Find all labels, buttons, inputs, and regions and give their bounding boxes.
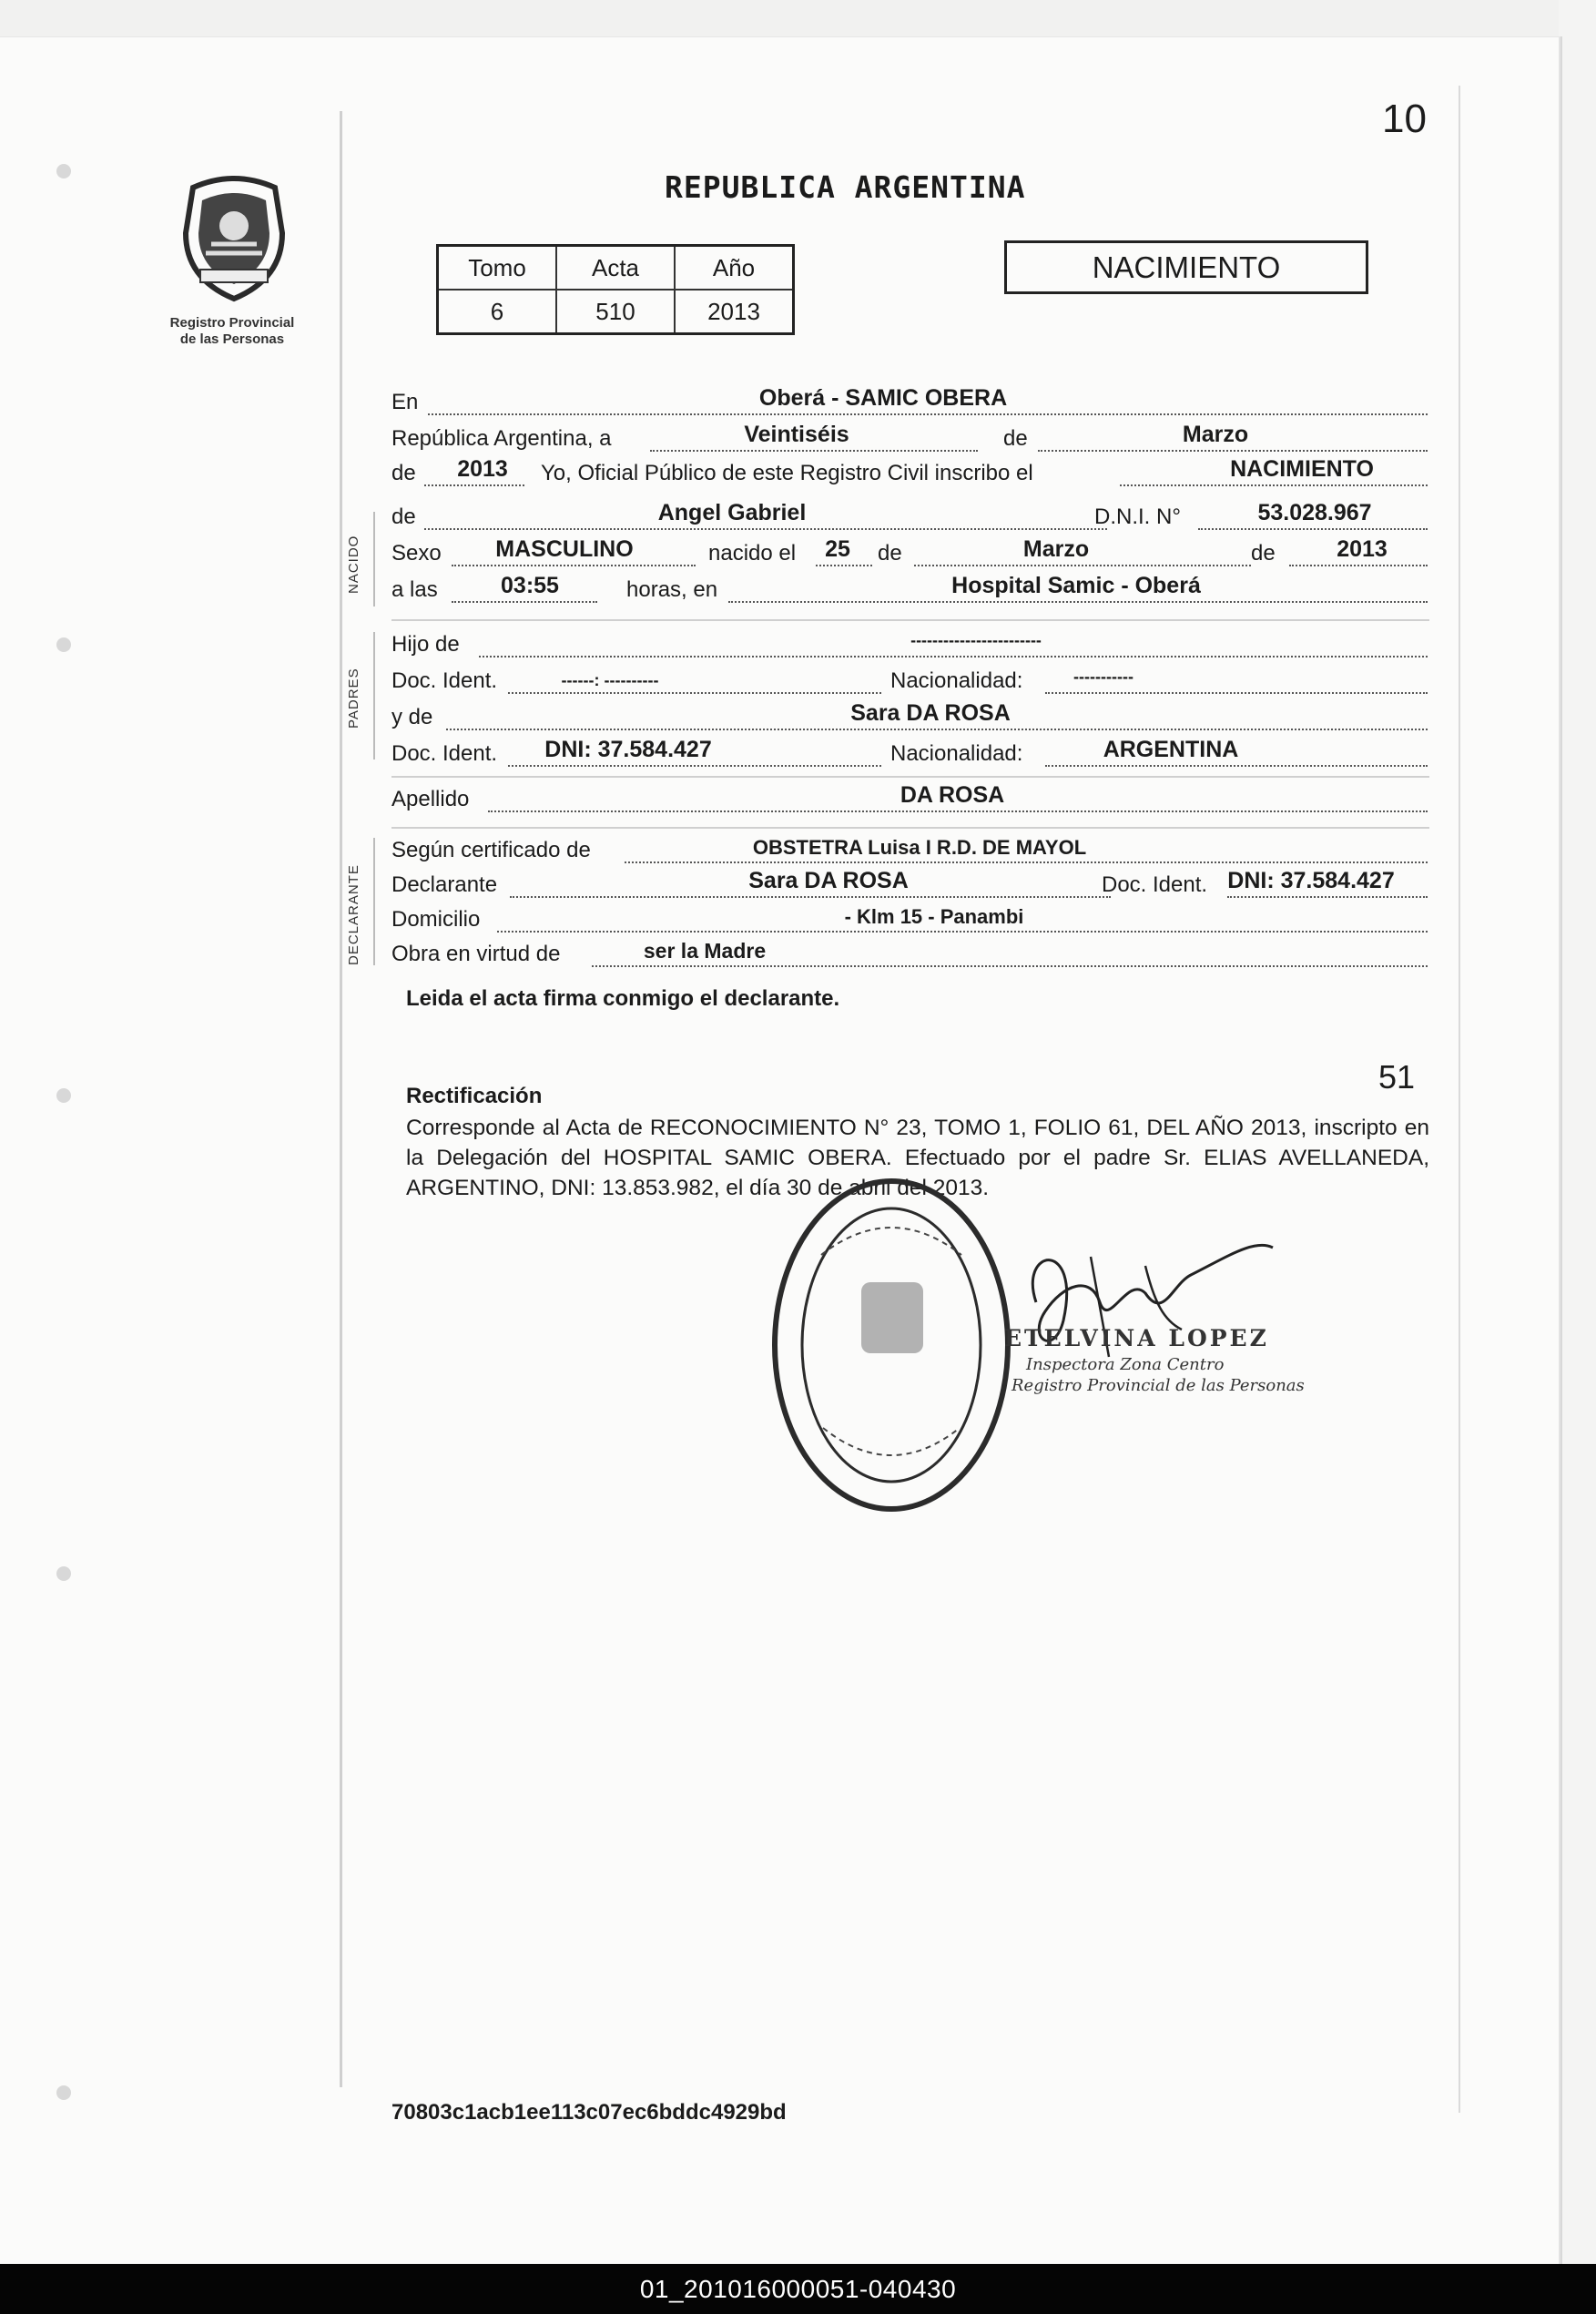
- dotted-line: [452, 601, 597, 603]
- signature-note: Leida el acta firma conmigo el declarante.: [406, 986, 840, 1011]
- value-birth-time: 03:55: [501, 573, 559, 598]
- document-title: REPUBLICA ARGENTINA: [665, 169, 1026, 205]
- label-republica: República Argentina, a: [391, 426, 612, 451]
- row-declarant: [391, 869, 1428, 903]
- signatory-name: ETELVINA LOPEZ: [1004, 1325, 1269, 1351]
- label-de: de: [391, 505, 416, 529]
- register-value-acta: 510: [556, 290, 675, 334]
- official-stamp: [767, 1173, 1017, 1517]
- row-time-place: [391, 574, 1428, 608]
- value-mother-nationality: ARGENTINA: [1103, 737, 1239, 762]
- register-header-anio: Año: [675, 246, 794, 291]
- label-hijo-de: Hijo de: [391, 632, 460, 657]
- dotted-line: [446, 729, 1428, 730]
- value-place: Oberá - SAMIC OBERA: [758, 385, 1008, 411]
- label-obra: Obra en virtud de: [391, 942, 561, 966]
- dotted-line: [452, 565, 696, 566]
- signature-block: [1004, 1325, 1305, 1395]
- section-divider: [391, 619, 1429, 621]
- label-de: de: [1003, 426, 1028, 451]
- value-year: 2013: [457, 456, 508, 482]
- label-domicilio: Domicilio: [391, 907, 481, 932]
- label-inscribo: Yo, Oficial Público de este Registro Civil inscribo el: [541, 461, 1033, 485]
- register-value-row: [438, 290, 794, 334]
- punch-hole: [56, 2085, 71, 2100]
- province-seal-logo: [175, 169, 293, 302]
- value-sex: MASCULINO: [495, 536, 634, 562]
- label-sexo: Sexo: [391, 541, 442, 566]
- section-divider: [391, 776, 1429, 778]
- dotted-line: [488, 810, 1428, 812]
- dotted-line: [508, 692, 881, 694]
- folio-number: 51: [1378, 1058, 1416, 1096]
- label-y-de: y de: [391, 705, 433, 729]
- document-hash: 70803c1acb1ee113c07ec6bddc4929bd: [391, 2100, 787, 2125]
- value-father-name: ------------------------: [910, 631, 1042, 649]
- section-bar-nacido: [373, 512, 375, 607]
- punch-hole: [56, 637, 71, 652]
- punch-hole: [56, 1088, 71, 1103]
- value-month: Marzo: [1182, 422, 1249, 447]
- signatory-role: Inspectora Zona Centro: [1026, 1355, 1225, 1374]
- label-a-las: a las: [391, 577, 438, 602]
- dotted-line: [650, 450, 978, 452]
- side-label-padres: PADRES: [346, 668, 361, 729]
- dotted-line: [592, 965, 1428, 967]
- value-child-name: Angel Gabriel: [657, 500, 807, 525]
- label-doc-ident: Doc. Ident.: [1102, 872, 1208, 897]
- value-declarant: Sara DA ROSA: [748, 868, 909, 893]
- dotted-line: [816, 565, 872, 566]
- label-de: de: [878, 541, 902, 566]
- label-nacionalidad: Nacionalidad:: [890, 668, 1023, 693]
- value-father-doc: ------: ----------: [561, 671, 659, 689]
- dotted-line: [497, 931, 1428, 933]
- dotted-line: [1045, 692, 1428, 694]
- dotted-line: [424, 528, 1107, 530]
- dotted-line: [479, 656, 1428, 658]
- rectification-heading: Rectificación: [406, 1084, 543, 1108]
- dotted-line: [914, 565, 1251, 566]
- act-type-box: NACIMIENTO: [1004, 240, 1368, 294]
- rectification-text: Corresponde al Acta de RECONOCIMIENTO N° 23, TOMO 1, FOLIO 61, DEL AÑO 2013, inscripto en la Delegación del HOSPITAL SAMIC OBERA. Efectuado por el padre Sr. ELIAS AVELLANEDA, ARGENTINO, DNI: 13.853.982, el día 30 de abril del 2013.: [406, 1116, 1429, 1200]
- row-reason: [391, 938, 1428, 973]
- label-apellido: Apellido: [391, 787, 470, 811]
- value-birth-year: 2013: [1337, 536, 1388, 562]
- register-table: [436, 244, 795, 335]
- value-declarant-doc: DNI: 37.584.427: [1227, 868, 1395, 893]
- punch-hole: [56, 1566, 71, 1581]
- side-label-declarante: DECLARANTE: [346, 864, 361, 965]
- row-name: [391, 501, 1428, 535]
- dotted-line: [1038, 450, 1428, 452]
- left-margin-line: [340, 111, 342, 2087]
- label-de: de: [391, 461, 416, 485]
- dotted-line: [728, 601, 1428, 603]
- value-birth-place: Hospital Samic - Oberá: [951, 573, 1201, 598]
- dotted-line: [1120, 484, 1428, 486]
- register-header-acta: Acta: [556, 246, 675, 291]
- row-mother-doc: [391, 738, 1428, 772]
- row-mother: [391, 701, 1428, 736]
- label-nacido-el: nacido el: [708, 541, 797, 566]
- row-surname: [391, 783, 1428, 818]
- dotted-line: [508, 765, 881, 767]
- dotted-line: [510, 896, 1111, 898]
- value-birth-month: Marzo: [1022, 536, 1090, 562]
- register-header-row: [438, 246, 794, 291]
- value-certificate: OBSTETRA Luisa I R.D. DE MAYOL: [752, 836, 1087, 859]
- dotted-line: [1045, 765, 1428, 767]
- value-mother-doc: DNI: 37.584.427: [544, 737, 712, 762]
- row-address: [391, 903, 1428, 938]
- row-sex-birth: [391, 537, 1428, 572]
- row-certificate: [391, 834, 1428, 869]
- value-child-dni: 53.028.967: [1257, 500, 1372, 525]
- scan-footer: 01_201016000051-040430: [0, 2264, 1596, 2314]
- register-header-tomo: Tomo: [438, 246, 557, 291]
- label-doc-ident: Doc. Ident.: [391, 668, 498, 693]
- value-reason: ser la Madre: [643, 939, 767, 963]
- value-day: Veintiséis: [744, 422, 849, 447]
- dotted-line: [1227, 896, 1428, 898]
- value-surname: DA ROSA: [900, 782, 1005, 808]
- dotted-line: [1289, 565, 1428, 566]
- register-value-tomo: 6: [438, 290, 557, 334]
- label-certificado: Según certificado de: [391, 838, 591, 862]
- row-father-doc: [391, 665, 1428, 699]
- page-number: 10: [1382, 97, 1427, 141]
- label-de: de: [1251, 541, 1276, 566]
- row-date: [391, 423, 1428, 457]
- label-doc-ident: Doc. Ident.: [391, 741, 498, 766]
- value-mother-name: Sara DA ROSA: [850, 700, 1011, 726]
- signatory-org: Registro Provincial de las Personas: [1011, 1376, 1305, 1395]
- label-dni: D.N.I. N°: [1094, 505, 1181, 529]
- register-value-anio: 2013: [675, 290, 794, 334]
- punch-hole: [56, 164, 71, 178]
- label-horas-en: horas, en: [626, 577, 718, 602]
- side-label-nacido: NACIDO: [346, 535, 361, 594]
- page-edge: [1559, 0, 1596, 2264]
- label-en: En: [391, 390, 419, 414]
- dotted-line: [1198, 528, 1428, 530]
- dotted-line: [424, 484, 524, 486]
- value-father-nationality: -----------: [1073, 668, 1133, 686]
- value-birth-day: 25: [825, 536, 850, 562]
- dotted-line: [428, 413, 1428, 415]
- row-inscription: [391, 457, 1428, 492]
- value-address: - Klm 15 - Panambi: [844, 905, 1024, 928]
- value-act-kind: NACIMIENTO: [1230, 456, 1374, 482]
- logo-caption: Registro Provincial de las Personas: [169, 315, 295, 347]
- section-bar-padres: [373, 632, 375, 759]
- label-nacionalidad: Nacionalidad:: [890, 741, 1023, 766]
- right-margin-line: [1459, 86, 1460, 2113]
- section-bar-declarante: [373, 838, 375, 965]
- label-declarante: Declarante: [391, 872, 498, 897]
- row-father: [391, 628, 1428, 663]
- dotted-line: [625, 861, 1428, 863]
- row-place: [391, 386, 1428, 421]
- section-divider: [391, 827, 1429, 829]
